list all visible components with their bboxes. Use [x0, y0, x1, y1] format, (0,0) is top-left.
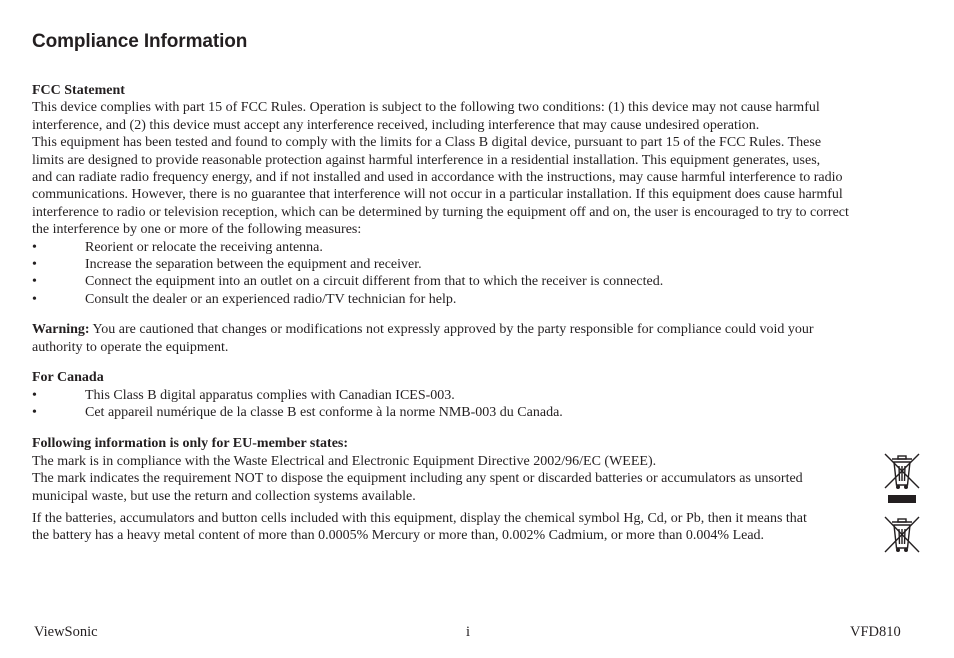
list-item-text: Consult the dealer or an experienced radio/TV technician for help.: [85, 291, 457, 307]
eu-text-line: The mark is in compliance with the Waste Electrical and Electronic Equipment Directive 2002/96/EC (WEEE).: [32, 453, 657, 469]
bullet-icon: •: [32, 239, 37, 255]
bullet-icon: •: [32, 404, 37, 420]
list-item-text: This Class B digital apparatus complies with Canadian ICES-003.: [85, 387, 455, 403]
list-item: [32, 256, 910, 273]
fcc-text-line: interference to radio or television reception, which can be determined by turning the equipment off and on, the user is encouraged to try to correct: [32, 204, 849, 220]
page-title: Compliance Information: [32, 31, 248, 52]
list-item-text: Cet appareil numérique de la classe B est conforme à la norme NMB-003 du Canada.: [85, 404, 563, 420]
eu-section: [32, 435, 868, 544]
list-item-text: Connect the equipment into an outlet on a circuit different from that to which the receiver is connected.: [85, 274, 664, 290]
warning-label: Warning:: [32, 322, 90, 338]
eu-heading: Following information is only for EU-member states:: [32, 436, 349, 452]
canada-heading: For Canada: [32, 370, 104, 386]
bullet-icon: •: [32, 387, 37, 403]
bullet-icon: •: [32, 291, 37, 307]
list-item-text: Increase the separation between the equipment and receiver.: [85, 257, 422, 273]
footer-page-number: i: [466, 624, 471, 640]
list-item: [32, 273, 910, 290]
fcc-text-line: limits are designed to provide reasonable protection against harmful interference in a residential installation. This equipment generates, uses,: [32, 152, 821, 168]
warning-line: You are cautioned that changes or modifications not expressly approved by the party responsible for compliance could void your: [89, 322, 814, 338]
bullet-icon: •: [32, 274, 37, 290]
warning-line: authority to operate the equipment.: [32, 339, 229, 355]
eu-text-line: municipal waste, but use the return and collection systems available.: [32, 488, 416, 504]
list-item: [32, 291, 910, 308]
fcc-measures-list: [32, 239, 910, 309]
list-item: [32, 387, 910, 404]
bullet-icon: •: [32, 257, 37, 273]
fcc-text-line: the interference by one or more of the following measures:: [32, 222, 362, 238]
canada-section: [32, 369, 910, 421]
fcc-text-line: This device complies with part 15 of FCC Rules. Operation is subject to the following two conditions: (1) this device may not cause harmful: [32, 100, 820, 116]
warning-text: [32, 321, 910, 338]
crossed-bin-battery-icon: [883, 515, 921, 555]
footer-model: VFD810: [850, 624, 901, 640]
footer-brand: ViewSonic: [34, 624, 98, 640]
fcc-text-line: and can radiate radio frequency energy, and if not installed and used in accordance with the instructions, may cause harmful interference to radio: [32, 170, 843, 186]
fcc-heading: FCC Statement: [32, 83, 125, 98]
list-item: [32, 239, 910, 256]
list-item: [32, 404, 910, 421]
crossed-bin-icon: [883, 452, 921, 506]
fcc-statement-section: [32, 82, 910, 308]
list-item-text: Reorient or relocate the receiving antenna.: [85, 239, 323, 255]
fcc-text-line: This equipment has been tested and found to comply with the limits for a Class B digital device, pursuant to part 15 of the FCC Rules. These: [32, 135, 822, 151]
eu-text-line: The mark indicates the requirement NOT to dispose the equipment including any spent or discarded batteries or accumulators as unsorted: [32, 471, 803, 487]
fcc-text-line: communications. However, there is no guarantee that interference will not occur in a particular installation. If this equipment does cause harmful: [32, 187, 843, 203]
document-body: [32, 82, 910, 545]
fcc-text-line: interference, and (2) this device must accept any interference received, including interference that may cause undesired operation.: [32, 117, 760, 133]
canada-list: [32, 387, 910, 422]
warning-section: [32, 321, 910, 356]
battery-text-line: If the batteries, accumulators and button cells included with this equipment, display the chemical symbol Hg, Cd, or Pb, then it means that: [32, 510, 807, 526]
battery-text-line: the battery has a heavy metal content of more than 0.0005% Mercury or more than, 0.002% Cadmium, or more than 0.004% Lead.: [32, 528, 765, 544]
